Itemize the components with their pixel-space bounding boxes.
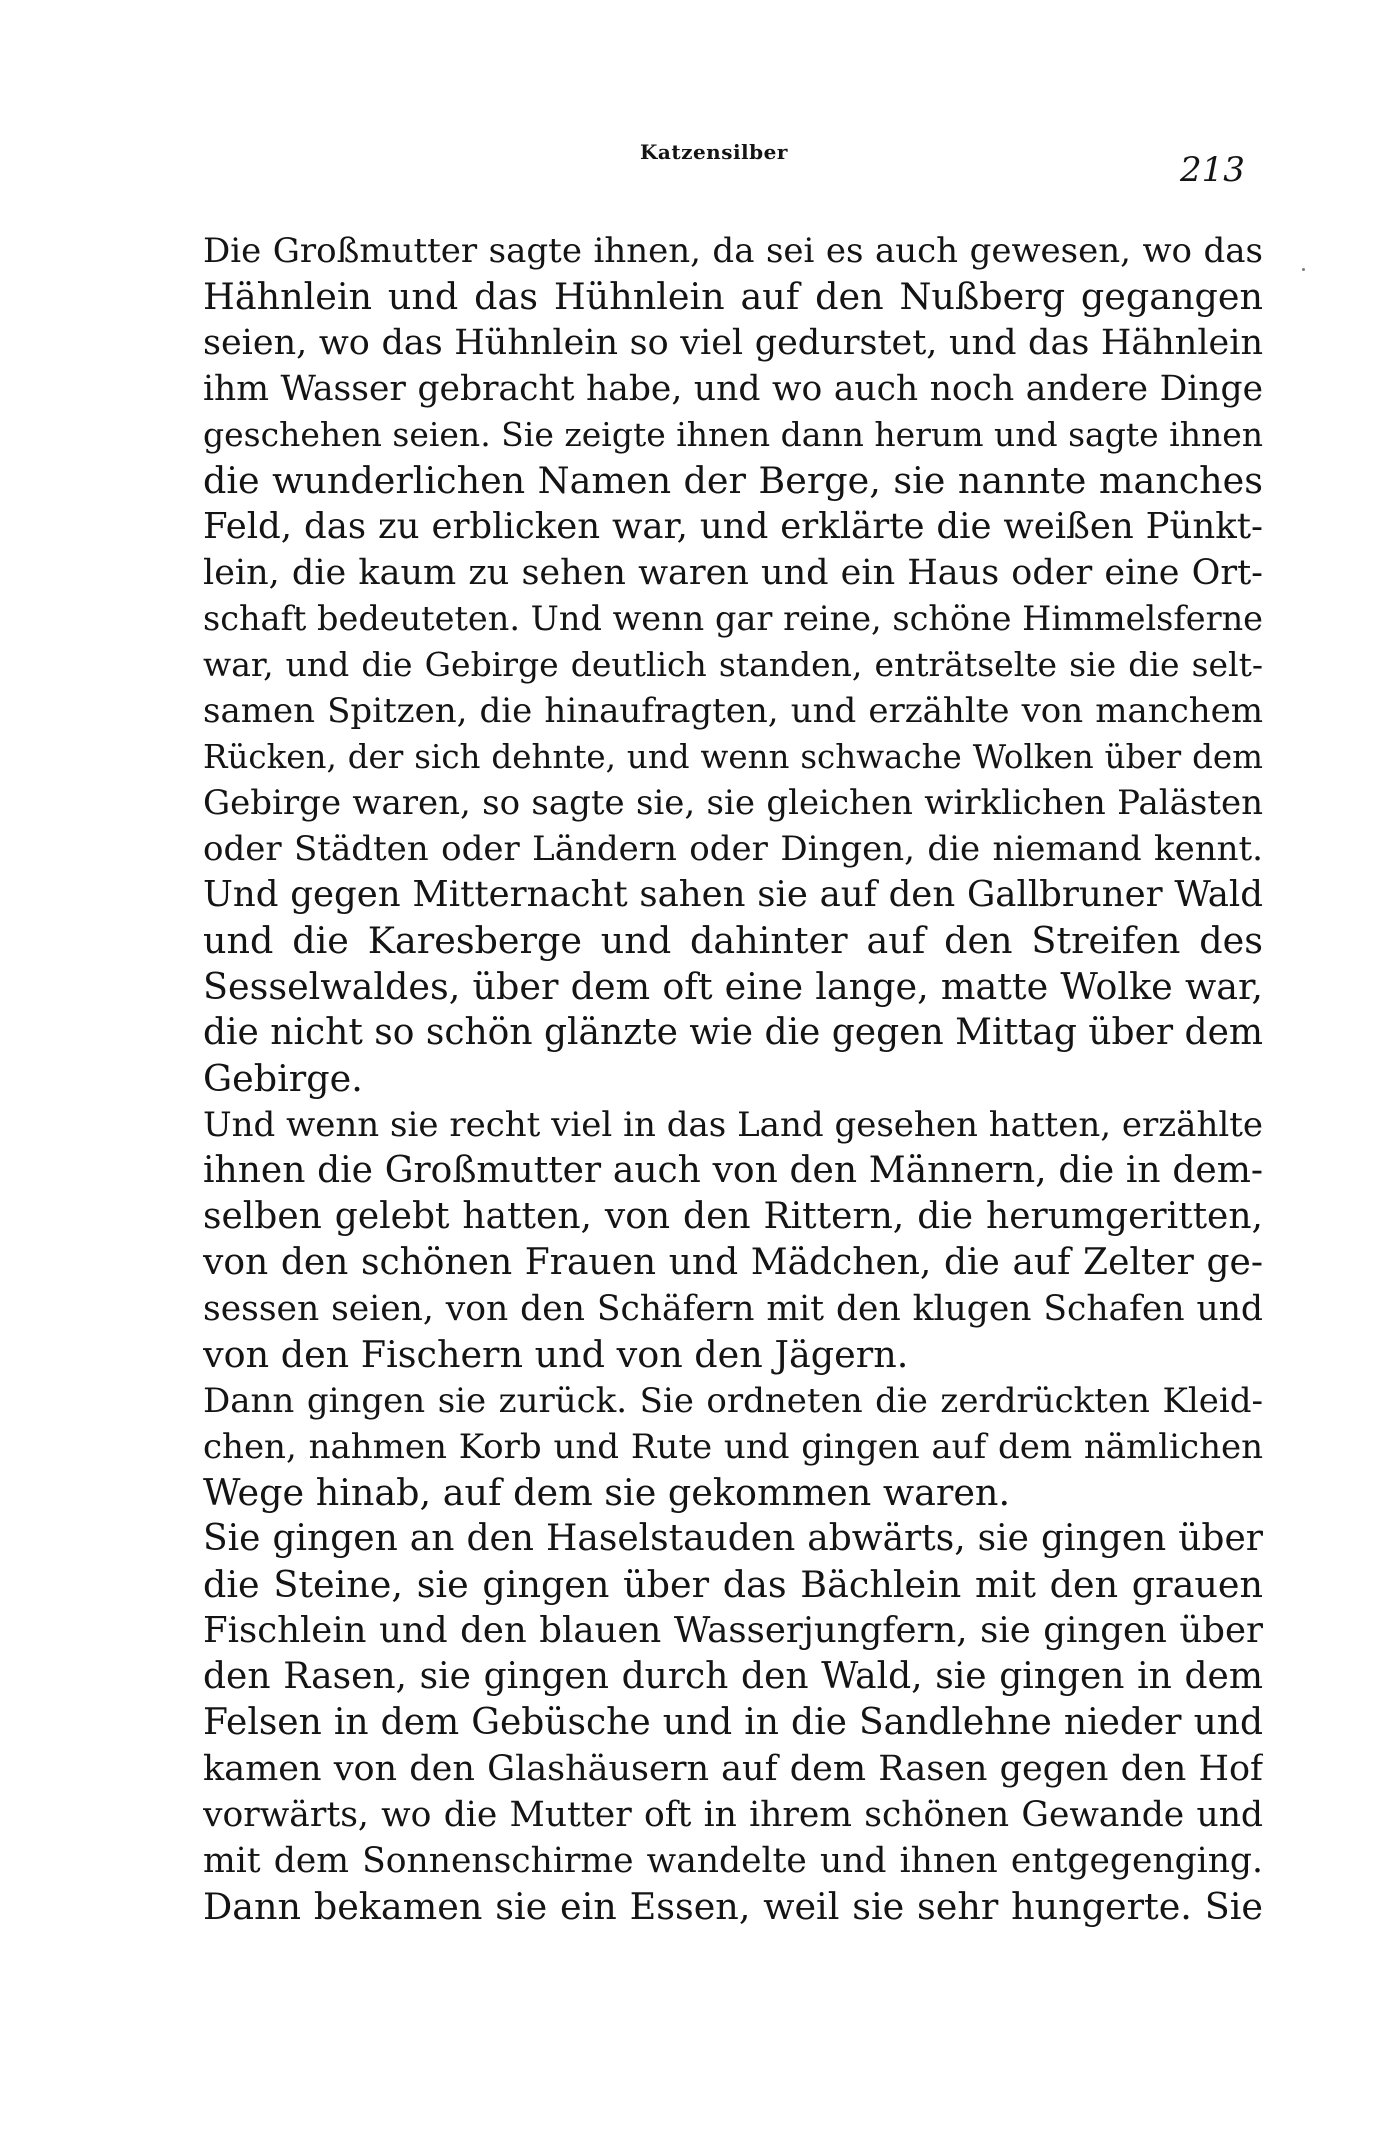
text-line: oder Städten oder Ländern oder Dingen, die niemand kennt.	[203, 829, 1263, 869]
page-number: 213	[1180, 150, 1245, 190]
text-line: chen, nahmen Korb und Rute und gingen auf dem nämlichen	[203, 1427, 1263, 1467]
text-line: Wege hinab, auf dem sie gekommen waren.	[203, 1471, 1011, 1514]
text-line: Und gegen Mitternacht sahen sie auf den Gallbruner Wald	[203, 874, 1263, 915]
text-line: geschehen seien. Sie zeigte ihnen dann herum und sagte ihnen	[203, 415, 1263, 454]
text-line: Die Großmutter sagte ihnen, da sei es auch gewesen, wo das	[203, 231, 1263, 271]
text-line: Rücken, der sich dehnte, und wenn schwache Wolken über dem	[203, 738, 1263, 776]
text-line: Sesselwaldes, über dem oft eine lange, matte Wolke war,	[203, 965, 1263, 1008]
text-line: war, und die Gebirge deutlich standen, enträtselte sie die selt-	[203, 645, 1263, 684]
text-line: sessen seien, von den Schäfern mit den klugen Schafen und	[203, 1289, 1263, 1329]
text-line: seien, wo das Hühnlein so viel gedurstet, und das Hähnlein	[203, 323, 1263, 363]
text-line: den Rasen, sie gingen durch den Wald, sie gingen in dem	[203, 1656, 1263, 1697]
text-line: mit dem Sonnenschirme wandelte und ihnen entgegenging.	[203, 1841, 1263, 1881]
running-title: Katzensilber	[640, 140, 788, 164]
text-line: Hähnlein und das Hühnlein auf den Nußberg gegangen	[203, 275, 1263, 318]
text-line: und die Karesberge und dahinter auf den Streifen des	[203, 919, 1263, 962]
text-line: vorwärts, wo die Mutter oft in ihrem schönen Gewande und	[203, 1795, 1263, 1835]
text-line: die Steine, sie gingen über das Bächlein mit den grauen	[203, 1563, 1263, 1606]
text-line: Gebirge.	[203, 1057, 363, 1100]
text-line: schaft bedeuteten. Und wenn gar reine, schöne Himmelsferne	[203, 599, 1263, 638]
text-line: ihm Wasser gebracht habe, und wo auch noch andere Dinge	[203, 369, 1263, 409]
text-line: samen Spitzen, die hinaufragten, und erzählte von manchem	[203, 691, 1263, 731]
text-line: die nicht so schön glänzte wie die gegen Mittag über dem	[203, 1012, 1263, 1053]
text-line: Sie gingen an den Haselstauden abwärts, sie gingen über	[203, 1518, 1263, 1559]
text-line: kamen von den Glashäusern auf dem Rasen gegen den Hof	[203, 1749, 1263, 1789]
text-line: von den Fischern und von den Jägern.	[203, 1333, 909, 1376]
text-line: von den schönen Frauen und Mädchen, die auf Zelter ge-	[203, 1242, 1263, 1283]
text-line: lein, die kaum zu sehen waren und ein Haus oder eine Ort-	[203, 553, 1263, 593]
text-line: Felsen in dem Gebüsche und in die Sandlehne nieder und	[203, 1702, 1263, 1743]
text-line: Fischlein und den blauen Wasserjungfern, sie gingen über	[203, 1610, 1263, 1651]
text-line: ihnen die Großmutter auch von den Männern, die in dem-	[203, 1150, 1263, 1191]
text-line: Dann bekamen sie ein Essen, weil sie sehr hungerte. Sie	[203, 1885, 1263, 1928]
text-line: Gebirge waren, so sagte sie, sie gleichen wirklichen Palästen	[203, 783, 1263, 823]
text-line: die wunderlichen Namen der Berge, sie nannte manches	[203, 459, 1263, 502]
text-line: selben gelebt hatten, von den Rittern, die herumgeritten,	[203, 1196, 1263, 1237]
text-line: Feld, das zu erblicken war, und erklärte die weißen Pünkt-	[203, 506, 1263, 547]
text-line: Und wenn sie recht viel in das Land gesehen hatten, erzählte	[203, 1105, 1263, 1145]
body-text	[203, 228, 1263, 1930]
page-speck	[1302, 268, 1305, 271]
text-line: Dann gingen sie zurück. Sie ordneten die zerdrückten Kleid-	[203, 1381, 1263, 1421]
